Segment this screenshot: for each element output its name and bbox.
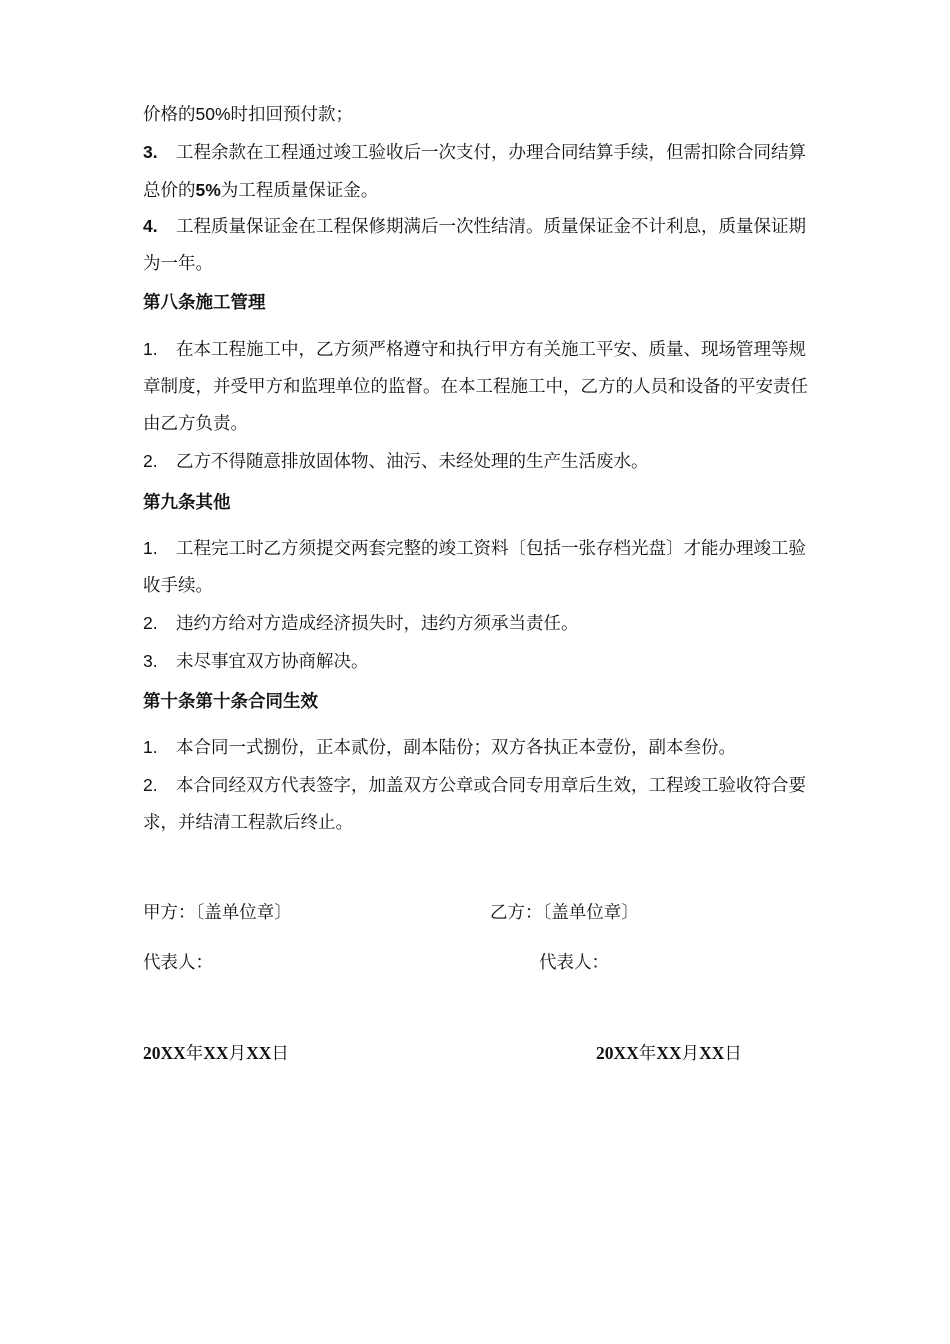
payment-item-3: 3. 工程余款在工程通过竣工验收后一次支付，办理合同结算手续，但需扣除合同结算总价的5%为工程质量保证金。: [143, 142, 806, 201]
party-a-date: 20XX年XX月XX日: [143, 1043, 289, 1064]
section-10-title: 第十条第十条合同生效: [143, 692, 318, 712]
section-8-item-2: 2. 乙方不得随意排放固体物、油污、未经处理的生产生活废水。: [143, 451, 649, 472]
section-8-item-1: 1. 在本工程施工中，乙方须严格遵守和执行甲方有关施工平安、质量、现场管理等规章制度，并受甲方和监理单位的监督。在本工程施工中，乙方的人员和设备的平安责任由乙方负责。: [143, 339, 808, 434]
section-8-title: 第八条施工管理: [143, 293, 266, 313]
section-10-item-1: 1. 本合同一式捌份，正本贰份，副本陆份；双方各执正本壹份，副本叁份。: [143, 737, 736, 758]
party-a-representative: 代表人：: [143, 953, 213, 973]
payment-item-4: 4. 工程质量保证金在工程保修期满后一次性结清。质量保证金不计利息，质量保证期为一年。: [143, 216, 806, 274]
section-9-item-3: 3. 未尽事宜双方协商解决。: [143, 651, 369, 672]
section-9-title: 第九条其他: [143, 493, 231, 513]
payment-continuation: 价格的50%时扣回预付款；: [143, 104, 354, 125]
party-b-representative: 代表人：: [539, 953, 609, 973]
party-a-seal: 甲方：〔盖单位章〕: [143, 903, 292, 923]
section-9-item-2: 2. 违约方给对方造成经济损失时，违约方须承当责任。: [143, 613, 579, 634]
section-10-item-2: 2. 本合同经双方代表签字，加盖双方公章或合同专用章后生效，工程竣工验收符合要求，并结清工程款后终止。: [143, 775, 806, 833]
party-b-date: 20XX年XX月XX日: [596, 1043, 742, 1064]
section-9-item-1: 1. 工程完工时乙方须提交两套完整的竣工资料〔包括一张存档光盘〕才能办理竣工验收手续。: [143, 538, 806, 596]
party-b-seal: 乙方：〔盖单位章〕: [490, 903, 639, 923]
